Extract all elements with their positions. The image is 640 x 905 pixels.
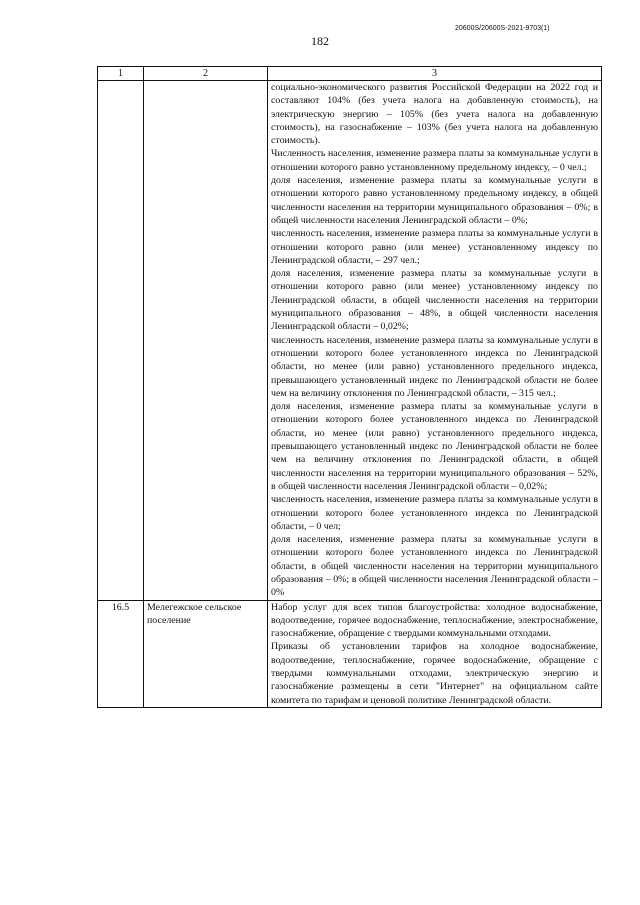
row-number: 16.5 [98,600,144,707]
page-number: 182 [311,34,329,48]
paragraph: Приказы об установлении тарифов на холодное водоснабжение, водоотведение, теплоснабжение, горячее водоснабжение, обращение с твердыми коммунальными отходами, электрическую энергию и газоснабжение размещены в сети "Интернет" на официальном сайте комитета по тарифам и ценовой политике Ленинградской области. [271,641,598,706]
paragraph: доля населения, изменение размера платы за коммунальные услуги в отношении которого более установленного индекса по Ленинградской области, но менее (или равно) установленного предельного индекса, превышающего установленный индекс по Ленинградской области не более чем на величину отклонения по Ленинградской области, в общей численности населения на территории муниципального образования – 52%, в общей численности населения Ленинградской области – 0,02%; [271,401,598,492]
paragraph: социально-экономического развития Российской Федерации на 2022 год и составляют 104% (без учета налога на добавленную стоимость), на электрическую энергию – 105% (без учета налога на добавленную стоимость), на газоснабжение – 103% (без учета налога на добавленную стоимость). [271,82,598,147]
column-number-3: 3 [268,67,602,81]
column-number-1: 1 [98,67,144,81]
description-cell [268,81,602,601]
document-code: 20600S/20600S-2021-9703(1) [455,25,550,32]
row-number-cell [98,81,144,601]
column-number-2: 2 [144,67,268,81]
paragraph: доля населения, изменение размера платы за коммунальные услуги в отношении которого равно (или менее) установленному индексу по Ленинградской области, в общей численности населения на территории муниципального образования – 48%, в общей численности населения Ленинградской области – 0,02%; [271,268,598,333]
paragraph: численность населения, изменение размера платы за коммунальные услуги в отношении которого более установленного индекса по Ленинградской области, но менее (или равно) установленного предельного индекса, превышающего установленный индекс по Ленинградской области не более чем на величину отклонения по Ленинградской области, – 315 чел.; [271,334,598,399]
paragraph: Набор услуг для всех типов благоустройства: холодное водоснабжение, водоотведение, горячее водоснабжение, теплоснабжение, электроснабжение, газоснабжение, обращение с твердыми коммунальными отходами. [271,601,598,640]
paragraph: доля населения, изменение размера платы за коммунальные услуги в отношении которого более установленного индекса по Ленинградской области, в общей численности населения на территории муниципального образования – 0%; в общей численности населения Ленинградской области – 0% [271,534,598,599]
paragraph: численность населения, изменение размера платы за коммунальные услуги в отношении которого более установленного индекса по Ленинградской области, – 0 чел; [271,494,598,532]
description-cell [268,600,602,707]
column-number-row [98,67,602,81]
table-row-16-5 [98,600,602,707]
table-row-continued [98,81,602,601]
paragraph: доля населения, изменение размера платы за коммунальные услуги в отношении которого равно установленному предельному индексу, в общей численности населения на территории муниципального образования – 0%; в общей численности населения Ленинградской области – 0%; [271,175,598,226]
tariff-table [97,66,602,708]
paragraph: Численность населения, изменение размера платы за коммунальные услуги в отношении которого равно установленному предельному индексу, – 0 чел.; [271,148,598,173]
paragraph: численность населения, изменение размера платы за коммунальные услуги в отношении которого равно (или менее) установленному индексу по Ленинградской области, – 297 чел.; [271,228,598,266]
municipality-cell [144,81,268,601]
municipality-name: Мелегежское сельское поселение [144,600,268,707]
